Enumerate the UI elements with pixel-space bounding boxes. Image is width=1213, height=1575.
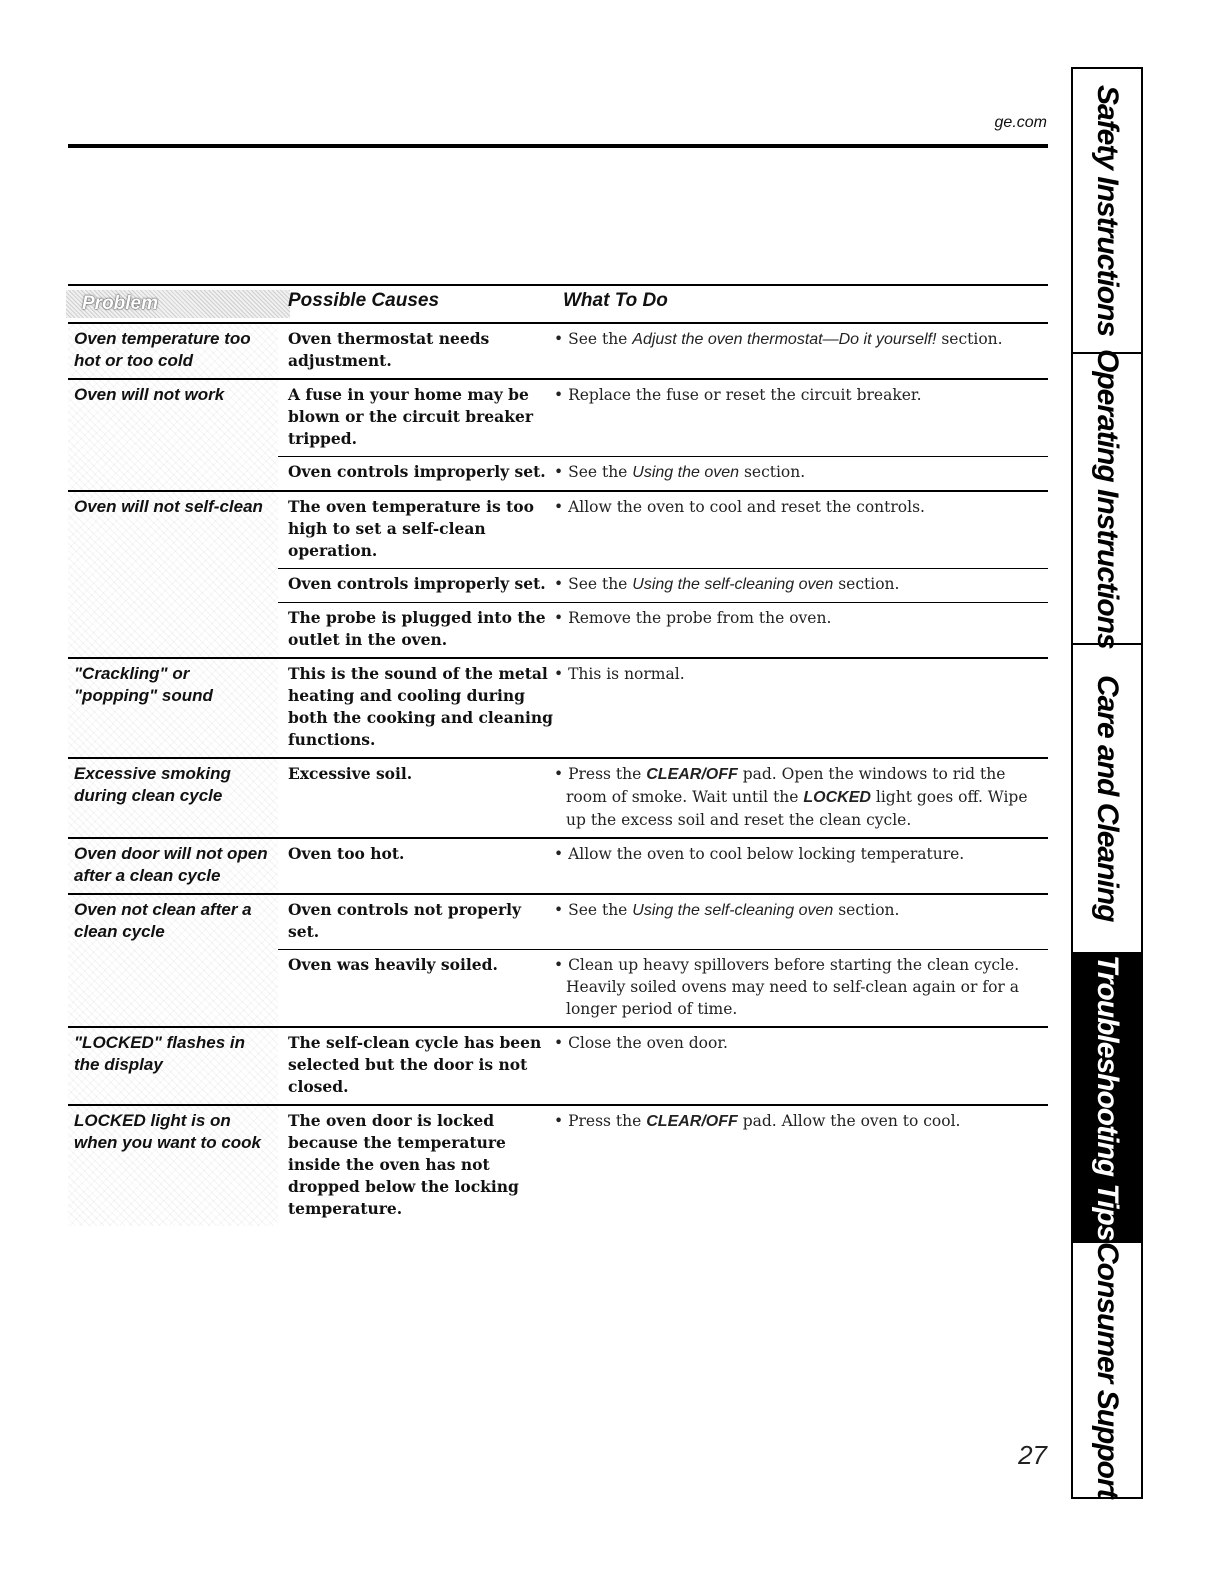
what-to-do [554,954,1048,1020]
causes-column [278,492,1048,657]
section-tabs [1071,67,1143,1499]
cause-entry [278,895,1048,949]
what-to-do [554,607,1048,651]
table-body [68,324,1048,1226]
causes-column [278,659,1048,757]
section-reference: Using the self-cleaning oven [632,576,834,593]
cause-entry [278,602,1048,657]
todo-segment: • Close the oven door. [554,1034,728,1052]
tab-label: Operating Instructions [1091,348,1124,649]
tab-operating-instructions[interactable] [1073,348,1141,649]
possible-cause: Oven was heavily soiled. [288,955,498,974]
problem-cell: Excessive smoking during clean cycle [68,759,278,837]
site-url: ge.com [994,114,1047,131]
tab-label: Consumer Support [1091,1242,1124,1498]
causes-column [278,839,1048,893]
todo-segment: section. [739,463,806,481]
table-row [68,380,1048,492]
table-row [68,1028,1048,1106]
possible-cause: Oven too hot. [288,844,405,863]
control-name: CLEAR/OFF [646,1113,738,1130]
possible-cause: Excessive soil. [288,764,413,783]
causes-column [278,324,1048,378]
todo-segment: section. [833,575,900,593]
possible-cause: Oven thermostat needs adjustment. [288,329,490,370]
control-name: CLEAR/OFF [646,766,738,783]
causes-column-header: Possible Causes [288,290,440,311]
todo-segment: • Press the [554,765,647,783]
table-row [68,839,1048,895]
todo-segment: • Allow the oven to cool and reset the controls. [554,498,925,516]
table-row [68,1106,1048,1226]
todo-column-header: What To Do [563,290,668,311]
problem-cell: Oven not clean after a clean cycle [68,895,278,1026]
cause-entry [278,324,1048,378]
todo-segment: • See the [554,901,633,919]
possible-cause: Oven controls improperly set. [288,574,546,593]
what-to-do [554,328,1048,372]
causes-column [278,1028,1048,1104]
problem-cell: Oven will not work [68,380,278,490]
what-to-do [554,496,1048,562]
todo-segment: pad. Open the windows to rid the room of smoke. Wait until the [566,765,1006,806]
cause-entry [278,839,1048,871]
todo-segment: section. [833,901,900,919]
possible-cause: The oven temperature is too high to set a self-clean operation. [288,497,534,560]
table-row [68,759,1048,839]
tab-label: Troubleshooting Tips [1091,954,1124,1241]
tab-troubleshooting-tips[interactable] [1073,954,1141,1243]
tab-label: Safety Instructions [1091,84,1124,337]
possible-cause: Oven controls not properly set. [288,900,522,941]
causes-column [278,759,1048,837]
section-reference: Using the self-cleaning oven [632,902,834,919]
todo-segment: • See the [554,575,633,593]
top-rule [68,144,1048,148]
problem-cell: "Crackling" or "popping" sound [68,659,278,757]
possible-cause: The probe is plugged into the outlet in the oven. [288,608,546,649]
page-number: 27 [1018,1440,1047,1470]
what-to-do [554,899,1048,943]
what-to-do [554,663,1048,751]
possible-cause: A fuse in your home may be blown or the circuit breaker tripped. [288,385,533,448]
todo-segment: light goes off. Wipe up the excess soil and reset the clean cycle. [566,788,1028,829]
cause-entry [278,380,1048,456]
problem-cell: Oven temperature too hot or too cold [68,324,278,378]
section-reference: Using the oven [632,464,740,481]
todo-segment: • Replace the fuse or reset the circuit breaker. [554,386,922,404]
table-row [68,492,1048,659]
causes-column [278,1106,1048,1226]
tab-care-and-cleaning[interactable] [1073,645,1141,954]
todo-segment: • Remove the probe from the oven. [554,609,832,627]
what-to-do [554,384,1048,450]
problem-cell: LOCKED light is on when you want to cook [68,1106,278,1226]
possible-cause: The self-clean cycle has been selected but the door is not closed. [288,1033,542,1096]
what-to-do [554,461,1048,484]
todo-segment: section. [936,330,1003,348]
table-header [68,284,1048,324]
cause-entry [278,1106,1048,1226]
what-to-do [554,573,1048,596]
what-to-do [554,843,1048,865]
table-row [68,324,1048,380]
what-to-do [554,1032,1048,1098]
troubleshooting-table [68,284,1048,1226]
table-row [68,659,1048,759]
cause-entry [278,949,1048,1026]
cause-entry [278,759,1048,837]
causes-column [278,895,1048,1026]
cause-entry [278,659,1048,757]
todo-segment: • See the [554,330,633,348]
todo-segment: • Allow the oven to cool below locking temperature. [554,845,965,863]
todo-segment: • Clean up heavy spillovers before starting the clean cycle. Heavily soiled ovens may need to self-clean again or for a longer period of time. [554,956,1020,1018]
causes-column [278,380,1048,490]
cause-entry [278,456,1048,490]
tab-label: Care and Cleaning [1091,675,1124,922]
cause-entry [278,492,1048,568]
table-row [68,895,1048,1028]
section-reference: Adjust the oven thermostat—Do it yourself! [632,331,937,348]
problem-cell: Oven will not self-clean [68,492,278,657]
possible-cause: The oven door is locked because the temperature inside the oven has not dropped below the locking temperature. [288,1111,519,1218]
possible-cause: This is the sound of the metal heating and cooling during both the cooking and cleaning functions. [288,664,553,749]
todo-segment: • This is normal. [554,665,685,683]
what-to-do [554,763,1048,831]
todo-segment: pad. Allow the oven to cool. [737,1112,961,1130]
problem-cell: "LOCKED" flashes in the display [68,1028,278,1104]
what-to-do [554,1110,1048,1220]
todo-segment: • See the [554,463,633,481]
possible-cause: Oven controls improperly set. [288,462,546,481]
tab-safety-instructions[interactable] [1073,69,1141,354]
todo-segment: • Press the [554,1112,647,1130]
tab-consumer-support[interactable] [1073,1243,1141,1497]
cause-entry [278,568,1048,602]
problem-column-header: Problem [66,290,290,318]
problem-cell: Oven door will not open after a clean cycle [68,839,278,893]
cause-entry [278,1028,1048,1104]
control-name: LOCKED [803,789,871,806]
